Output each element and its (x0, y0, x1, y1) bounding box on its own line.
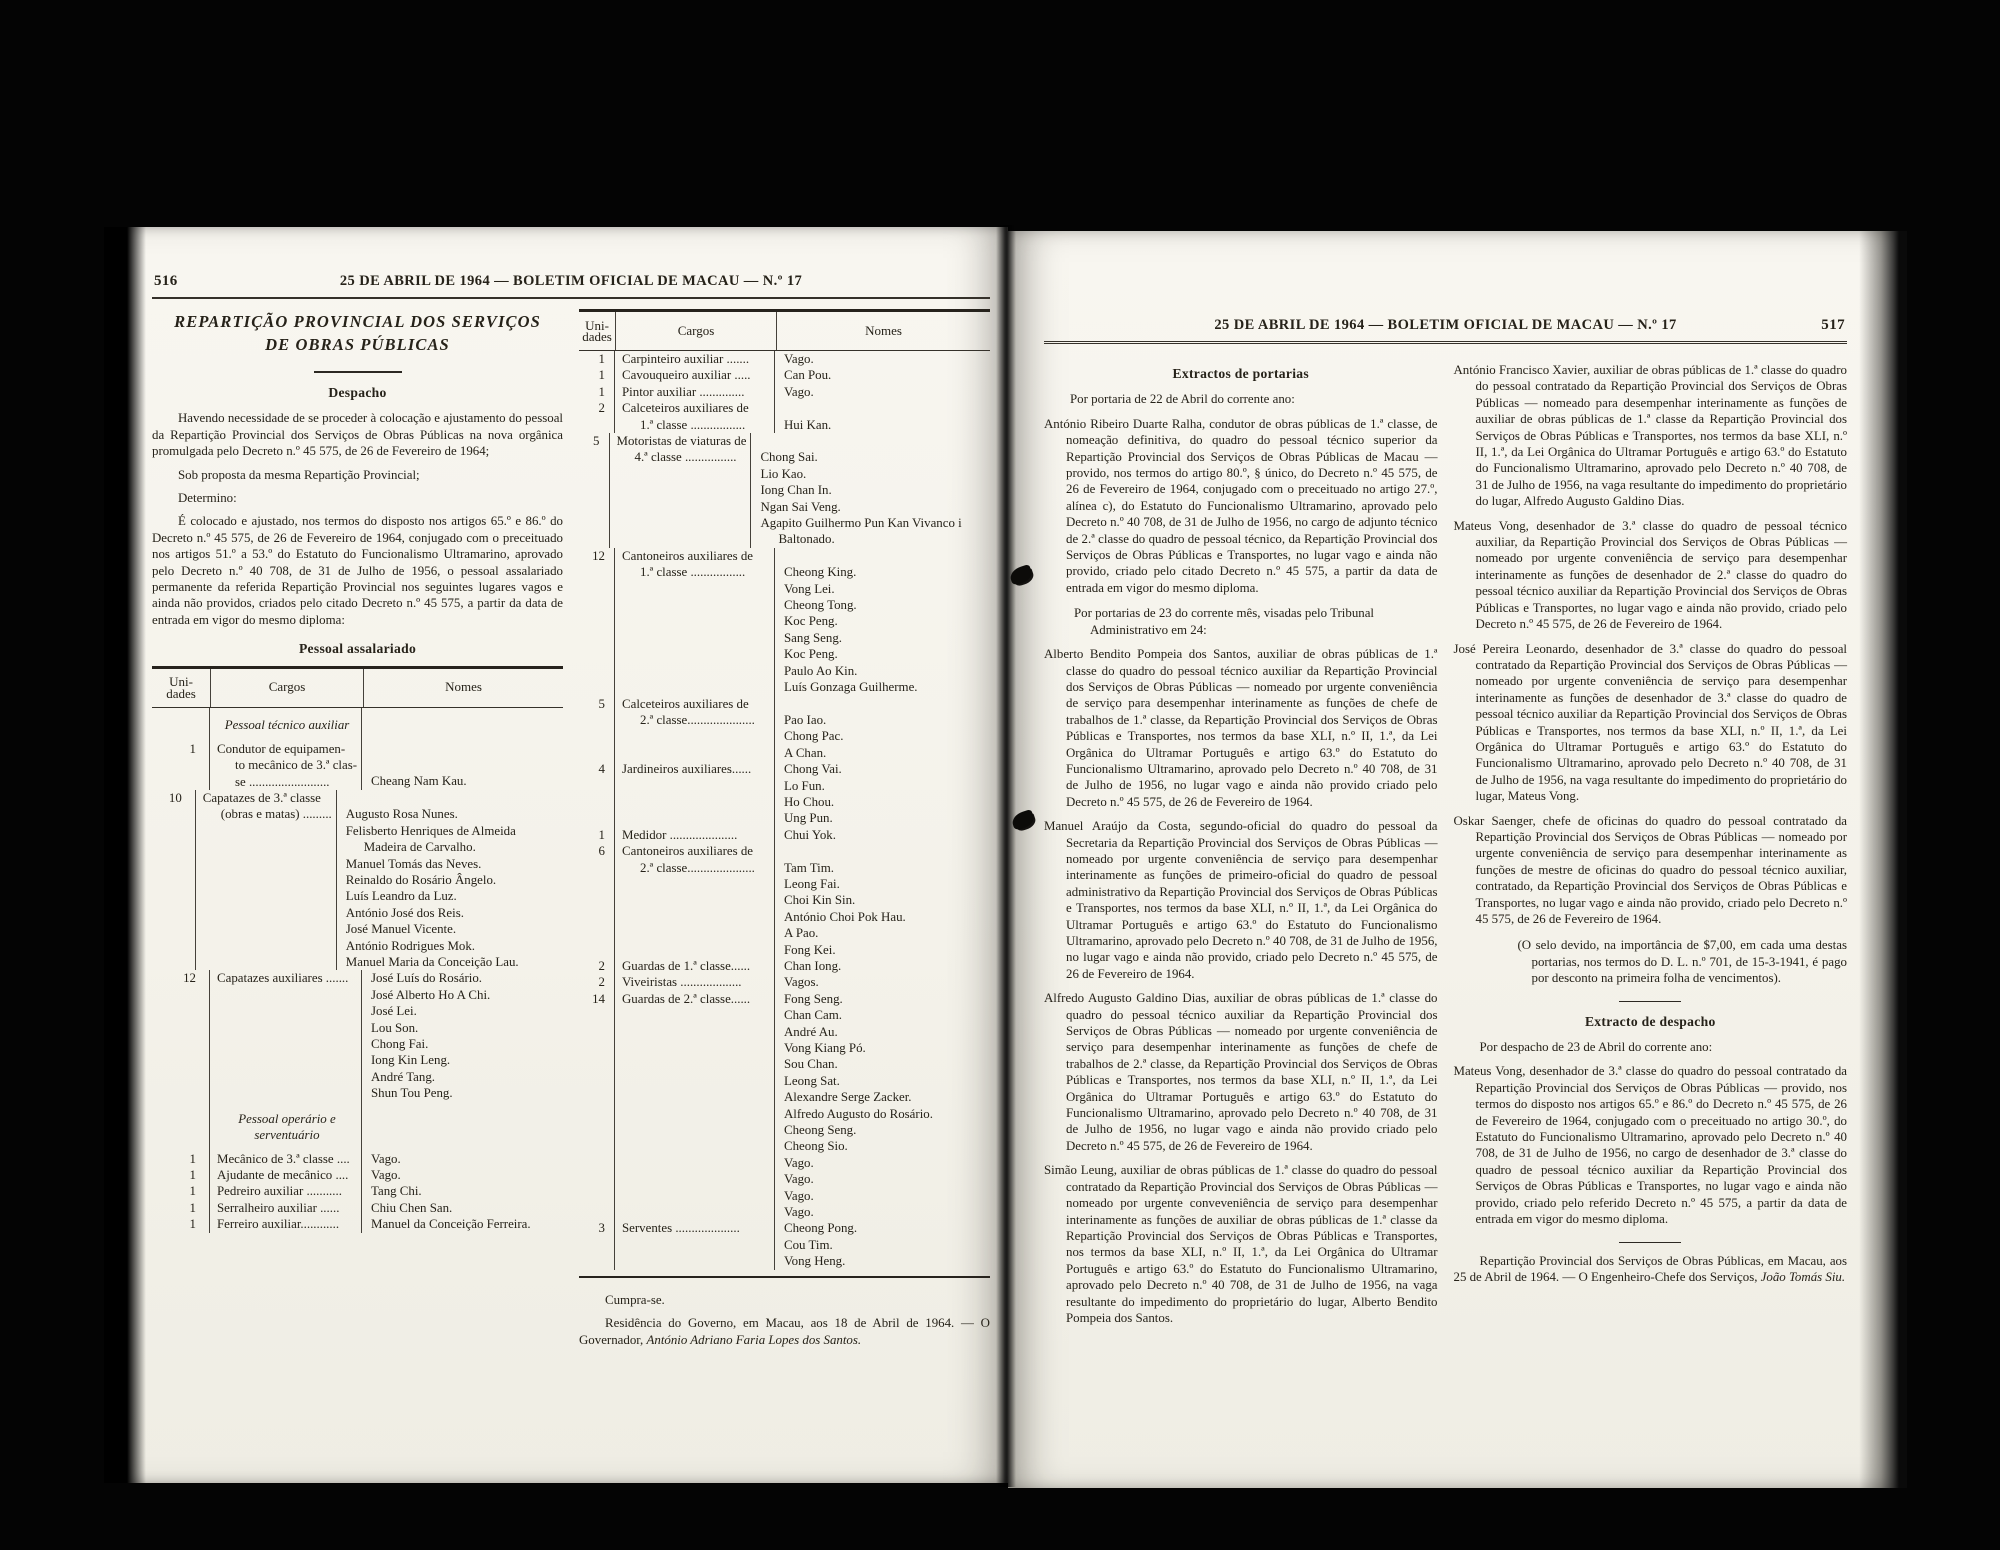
name: Cheong Seng. (784, 1123, 857, 1138)
name: André Tang. (371, 1069, 436, 1084)
cargo-cell (615, 696, 775, 762)
cargo-cell (210, 970, 362, 1101)
names-cell (362, 741, 563, 790)
name: Felisberto Henriques de Almeida Madeira de Carvalho. (345, 823, 516, 855)
name: Vago. (784, 1205, 814, 1220)
section-separator (1619, 1242, 1681, 1243)
cargos-header: Cargos (616, 312, 777, 350)
book-binding-gutter (996, 225, 1016, 1487)
name: Augusto Rosa Nunes. (345, 807, 458, 822)
table-row (152, 1216, 563, 1232)
cargo-line: 1.ª classe ................. (640, 417, 746, 432)
paragraph: Havendo necessidade de se proceder à colocação e ajustamento do pessoal da Repartição Provincial dos Serviços de Obras Públicas na nova orgânica promulgada pelo Decreto n.º 45 575, de 26 de Fevereiro de 1964; (152, 411, 563, 459)
cargo-cell (210, 708, 362, 741)
cargo-cell (615, 400, 775, 433)
units-cell: 1 (579, 367, 615, 383)
names-cell (775, 384, 990, 400)
cargo-line: Serralheiro auxiliar ...... (217, 1200, 340, 1215)
name: Vago. (784, 352, 814, 366)
table-row (152, 1200, 563, 1216)
name: Cou Tim. (784, 1237, 833, 1252)
cargo-line: Ferreiro auxiliar............ (217, 1217, 340, 1232)
units-cell: 1 (579, 384, 615, 400)
name: Ung Pun. (784, 811, 833, 826)
names-cell (775, 827, 990, 843)
name: Choi Kin Sin. (784, 893, 856, 908)
running-header: 25 DE ABRIL DE 1964 — BOLETIM OFICIAL DE MACAU — N.º 17 (339, 273, 803, 289)
names-cell (775, 974, 990, 990)
paragraph: Alberto Bendito Pompeia dos Santos, auxiliar de obras públicas de 1.ª classe do quadro do pessoal técnico auxiliar da Repartição Provincial dos Serviços de Obras Públicas — nomeado por urgente conveniência de serviço para desempenhar interinamente as funções de chefe de trabalhos de 1.ª classe, da Repartição Provincial dos Serviços de Obras Públicas e Transportes, nos termos da base XLI, n.º II, 1.ª, da Lei Orgânica do Ultramar Português e artigo 63.º do Estatuto do Funcionalismo Ultramarino, aprovado pelo Decreto n.º 40 708, de 31 de Julho de 1956, no lugar vago e ainda não provido criado pelo Decreto n.º 45 575, de 26 de Fevereiro de 1964. (1044, 647, 1438, 809)
paragraph: (O selo devido, na importância de $7,00, em cada uma destas portarias, nos termos do D. L. n.º 701, de 15-3-1941, é pago por desconto na primeira folha de vencimentos). (1517, 938, 1847, 986)
name: Sou Chan. (784, 1057, 838, 1072)
cargo-cell (210, 741, 362, 790)
name: Vong Kiang Pó. (784, 1041, 866, 1055)
cargo-line: Viveiristas ................... (622, 975, 742, 990)
cargo-cell (615, 384, 775, 400)
name: Luís Leandro da Luz. (345, 889, 457, 904)
paragraph: António Ribeiro Duarte Ralha, condutor de obras públicas de 1.ª classe, de nomeação definitiva, do quadro do pessoal técnico superior da Repartição Provincial dos Serviços de Obras Públicas de Macau — provido, nos termos do artigo 80.º, § único, do Decreto n.º 45 575, de 26 de Fevereiro de 1964, conjugado com o preceituado no artigo 27.º, alínea c), do Estatuto do Funcionalismo Ultramarino, aprovado pelo Decreto n.º 40 708, de 31 de Julho de 1956, no cargo de adjunto técnico de 2.ª classe do quadro de pessoal técnico, da Repartição Provincial dos Serviços de Obras Públicas e Transportes, no lugar vago e ainda não provido, criado pelo citado Decreto n.º 45 575, a partir da data de entrada em vigor do mesmo diploma. (1044, 416, 1438, 595)
name: Ho Chou. (784, 794, 835, 809)
paragraph: José Pereira Leonardo, desenhador de 3.ª classe do quadro do pessoal contratado da Repartição Provincial dos Serviços de Obras Públicas — nomeado por urgente conveniência de serviço para desempenhar interinamente as funções de desenhador de 3.ª classe do quadro de pessoal técnico auxiliar da Repartição Provincial dos Serviços de Obras Públicas e Transportes, nos termos da base XLI, n.º II, 1.ª, da Lei Orgânica do Ultramar Português e artigo 63.º do Estatuto do Funcionalismo Ultramarino, aprovado pelo Decreto n.º 40 708, de 31 de Julho de 1956, na vaga resultante do impedimento do proprietário do lugar, Mateus Vong. (1453, 641, 1847, 804)
names-cell (775, 761, 990, 827)
cargo-line: Serventes .................... (622, 1221, 740, 1236)
names-cell (775, 1220, 990, 1269)
names-cell (362, 1167, 563, 1183)
name: Vago. (371, 1168, 401, 1183)
name: Paulo Ao Kin. (784, 663, 858, 678)
paragraph (1454, 1253, 1848, 1286)
units-cell: 1 (152, 1183, 210, 1199)
name: A Chan. (784, 745, 827, 760)
name: Vago. (784, 1155, 814, 1170)
name: Fong Kei. (784, 942, 836, 957)
cargo-line: 2.ª classe..................... (640, 712, 755, 727)
names-cell (775, 843, 990, 958)
names-cell (775, 991, 990, 1221)
table-row (152, 970, 563, 1101)
units-cell: 2 (579, 400, 615, 433)
table-row (579, 827, 990, 843)
name: Ngan Sai Veng. (760, 499, 841, 514)
name: José Luís do Rosário. (371, 971, 482, 986)
title-separator (314, 371, 402, 373)
table-row (152, 1183, 563, 1199)
units-cell: 12 (152, 970, 210, 1101)
name: Vago. (784, 1188, 814, 1203)
paragraph: É colocado e ajustado, nos termos do disposto nos artigos 65.º e 86.º do Decreto n.º 45 575, de 26 de Fevereiro de 1964, conjugado com o preceituado nos artigos 51.º a 53.º do Estatuto do Funcionalismo Ultramarino, aprovado pelo Decreto n.º 40 708, de 31 de Julho de 1956, o pessoal assalariado permanente da referida Repartição Provincial nos seguintes lugares vagos e ainda não providos, criados pelo citado Decreto n.º 45 575, a partir da data de entrada em vigor do mesmo diploma: (152, 514, 563, 627)
units-cell: 5 (579, 433, 610, 548)
nomes-header: Nomes (865, 322, 902, 338)
names-cell (751, 433, 990, 548)
section-heading: Extracto de despacho (1584, 1013, 1716, 1029)
table-row (579, 958, 990, 974)
cargo-line: Jardineiros auxiliares...... (622, 762, 752, 777)
name: Vago. (371, 1151, 401, 1166)
cargo-cell (615, 1220, 775, 1269)
name: Chong Vai. (784, 762, 842, 777)
cargo-line: Motoristas de viaturas de (616, 434, 747, 449)
units-cell: 1 (152, 1216, 210, 1232)
left-page-column-2 (579, 309, 990, 1348)
cargo-cell (615, 827, 775, 843)
cargo-line: to mecânico de 3.ª clas- (235, 758, 357, 773)
cargo-line: Calceteiros auxiliares de (622, 696, 749, 711)
name: Lo Fun. (784, 778, 825, 793)
name: José Lei. (371, 1004, 417, 1019)
name: Cheong Pong. (784, 1221, 858, 1236)
left-page-column-1 (152, 309, 563, 1348)
units-cell: 1 (579, 827, 615, 843)
names-cell (362, 1183, 563, 1199)
names-cell (362, 1102, 563, 1151)
name: Lio Kao. (760, 466, 807, 481)
names-cell (775, 351, 990, 367)
cargo-line: Cavouqueiro auxiliar ..... (622, 368, 751, 383)
name: António Choi Pok Hau. (784, 909, 906, 924)
cargo-cell (210, 1216, 362, 1232)
name: Cheong King. (784, 565, 857, 580)
table-row (579, 400, 990, 433)
table-section-row (152, 1102, 563, 1151)
names-cell (362, 1151, 563, 1167)
name: Vago. (784, 384, 814, 399)
table-row (579, 696, 990, 762)
cargo-line: Pedreiro auxiliar ........... (217, 1184, 342, 1199)
table-header-row (579, 312, 990, 351)
paragraph: Por portarias de 23 do corrente mês, visadas pelo Tribunal Administrativo em 24: (1074, 606, 1375, 637)
name: Agapito Guilhermo Pun Kan Vivanco i Baltonado. (760, 516, 962, 547)
cargo-cell (615, 843, 775, 958)
names-cell (337, 790, 563, 970)
name: Iong Chan In. (760, 483, 832, 498)
cargo-cell (615, 991, 775, 1221)
cargo-line: (obras e matas) ......... (220, 807, 332, 822)
paragraph: Determino: (178, 491, 237, 506)
text-run: António Adriano Faria Lopes dos Santos. (646, 1332, 862, 1347)
cargo-cell (210, 1167, 362, 1183)
text-run: João Tomás Siu. (1760, 1269, 1846, 1284)
name: Vong Lei. (784, 581, 835, 596)
name: Manuel Tomás das Neves. (345, 856, 482, 871)
units-cell: 1 (152, 1151, 210, 1167)
units-header: Uni- dades (579, 312, 616, 350)
name: Chan Iong. (784, 958, 842, 973)
paragraph: Mateus Vong, desenhador de 3.ª classe do quadro do pessoal contratado da Repartição Provincial dos Serviços de Obras Públicas — provido, nos termos do disposto nos artigos 65.º e 86.º do Decreto n.º 45 575, de 26 de Fevereiro de 1964, conjugado com o preceituado no artigo 30.º, do Estatuto do Funcionalismo Ultramarino, aprovado pelo Decreto n.º 40 708, de 31 de Julho de 1956, no cargo de desenhador de 3.ª classe do quadro de pessoal técnico auxiliar da Repartição Provincial dos Serviços de Obras Públicas e Transportes, no lugar vago e ainda não provido, criado pelo referido Decreto n.º 45 575, a partir da data de entrada em vigor do mesmo diploma. (1453, 1064, 1847, 1227)
name: António Rodrigues Mok. (345, 938, 476, 953)
name: Fong Seng. (784, 991, 843, 1006)
name: Tang Chi. (371, 1184, 422, 1199)
cargo-line: 2.ª classe..................... (640, 860, 755, 875)
name: Vago. (784, 1172, 814, 1187)
name: Cheong Tong. (784, 598, 857, 613)
names-cell (362, 708, 563, 741)
units-cell: 1 (152, 741, 210, 790)
running-header: 25 DE ABRIL DE 1964 — BOLETIM OFICIAL DE MACAU — N.º 17 (1214, 317, 1677, 333)
table-row (152, 1167, 563, 1183)
text-run: Repartição Provincial dos Serviços de Obras Públicas, em Macau, aos 25 de Abril de 1964. — O Engenheiro-Chefe dos Serviços, (1453, 1253, 1847, 1284)
names-cell (775, 548, 990, 696)
name: Manuel da Conceição Ferreira. (371, 1217, 531, 1232)
cargo-cell (615, 958, 775, 974)
personnel-table-col2 (579, 309, 990, 1278)
name: André Au. (784, 1024, 838, 1039)
paragraph: Por portaria de 22 de Abril do corrente ano: (1070, 392, 1295, 407)
name: Pao Iao. (784, 712, 827, 727)
name: Chui Yok. (784, 827, 836, 842)
table-row (152, 790, 563, 970)
table-row (579, 433, 990, 548)
page-header (1044, 317, 1847, 344)
cargo-line: Ajudante de mecânico .... (217, 1168, 349, 1183)
page-right (1008, 231, 1907, 1488)
cargo-cell (615, 761, 775, 827)
table-row (579, 991, 990, 1221)
name: Reinaldo do Rosário Ângelo. (345, 872, 497, 887)
cargo-line: Capatazes de 3.ª classe (202, 790, 321, 805)
table-section-row (152, 708, 563, 741)
units-cell: 4 (579, 761, 615, 827)
units-cell: 1 (152, 1167, 210, 1183)
name: A Pao. (784, 926, 819, 941)
cargo-line: se ......................... (235, 774, 330, 789)
table-body (579, 351, 990, 1278)
name: Vagos. (784, 975, 819, 990)
cargo-line: Guardas de 1.ª classe...... (622, 958, 751, 973)
name: Alfredo Augusto do Rosário. (784, 1106, 933, 1121)
text-run: Residência do Governo, em Macau, aos 18 de Abril de 1964. — O Governador, (579, 1316, 990, 1347)
cargo-line: Cantoneiros auxiliares de (622, 844, 754, 859)
name: Leong Fai. (784, 876, 840, 891)
units-cell: 14 (579, 991, 615, 1221)
cargo-cell (615, 548, 775, 696)
personnel-table-col1 (152, 666, 563, 1239)
governor-signature-block (579, 1292, 990, 1348)
name: Koc Peng. (784, 647, 838, 662)
name: Sang Seng. (784, 630, 843, 645)
table-body (152, 708, 563, 1239)
table-row (579, 974, 990, 990)
cargo-cell (615, 367, 775, 383)
names-cell (362, 970, 563, 1101)
cargo-cell (196, 790, 337, 970)
units-cell: 10 (152, 790, 196, 970)
page-number: 517 (1821, 317, 1845, 333)
paragraph: António Francisco Xavier, auxiliar de obras públicas de 1.ª classe do quadro do pessoal contratado da Repartição Provincial dos Serviços de Obras Públicas — nomeado para desempenhar interinamente as funções de auxiliar de obras públicas de 1.ª classe da Repartição Provincial dos Serviços de Obras Públicas e Transportes, nos termos da base XLI, n.º II, 1.ª, da Lei Orgânica do Ultramar Português e artigo 63.º do Estatuto do Funcionalismo Ultramarino, aprovado pelo Decreto n.º 40 708, de 31 de Julho de 1956, na vaga resultante do impedimento do proprietário do lugar, Alfredo Augusto Galdino Dias. (1453, 363, 1847, 509)
cargo-line: Capatazes auxiliares ....... (217, 971, 349, 986)
cargo-line: Mecânico de 3.ª classe .... (217, 1151, 350, 1166)
name: José Alberto Ho A Chi. (371, 987, 491, 1002)
cargo-line: Medidor ..................... (622, 827, 738, 842)
cargo-line: 4.ª classe ................ (634, 450, 737, 465)
units-cell: 12 (579, 548, 615, 696)
paragraph: Mateus Vong, desenhador de 3.ª classe do quadro de pessoal técnico auxiliar, da Repartição Provincial dos Serviços de Obras Públicas — nomeado por urgente conveniência de serviço para desempenhar interinamente as funções de desenhador de 2.ª classe do quadro do pessoal técnico auxiliar da Repartição Provincial dos Serviços de Obras Públicas e Transportes, no lugar vago e ainda não provido, criado pelo Decreto n.º 45 575, de 26 de Fevereiro de 1964. (1453, 518, 1847, 632)
cargo-cell (210, 1200, 362, 1216)
units-cell: 5 (579, 696, 615, 762)
despacho-text (152, 385, 563, 628)
name: Lou Son. (371, 1020, 419, 1035)
cargo-cell (615, 351, 775, 367)
cargo-line: Cantoneiros auxiliares de (622, 548, 754, 563)
paragraph: Cumpra-se. (605, 1292, 665, 1307)
units-cell: 2 (579, 958, 615, 974)
department-title-line1: REPARTIÇÃO PROVINCIAL DOS SERVIÇOS (174, 312, 541, 331)
section-heading: Despacho (328, 385, 387, 400)
cargo-cell (610, 433, 752, 548)
personnel-category-label: Pessoal técnico auxiliar (224, 717, 350, 732)
units-cell (152, 1102, 210, 1151)
units-cell: 6 (579, 843, 615, 958)
name: Iong Kin Leng. (371, 1053, 451, 1068)
cargo-cell (210, 1151, 362, 1167)
cargo-cell (210, 1183, 362, 1199)
cargo-line: 1.ª classe ................. (640, 565, 746, 580)
page-header (152, 273, 990, 299)
paragraph: Simão Leung, auxiliar de obras públicas de 1.ª classe do quadro do pessoal contratado da Repartição Provincial dos Serviços de Obras Públicas — nomeado por urgente conveveniência de serviço para desempenhar interinamente as funções de auxiliar de obras públicas de 1.ª classe da Repartição Provincial dos Serviços de Obras Públicas e Transportes, nos termos da base XLI, n.º II, 1.ª, da Lei Orgânica do Ultramar Português e artigo 63.º do Estatuto do Funcionalismo Ultramarino, aprovado pelo Decreto n.º 40 708, de 31 de Julho de 1956, na vaga resultante do impedimento do proprietário do lugar, Alberto Bendito Pompeia dos Santos. (1044, 1163, 1438, 1325)
name: José Manuel Vicente. (345, 922, 457, 937)
name: Cheang Nam Kau. (371, 774, 467, 789)
page-left (104, 227, 1008, 1483)
cargo-line: Guardas de 2.ª classe...... (622, 991, 751, 1006)
name: Hui Kan. (784, 417, 832, 432)
name: Chiu Chen San. (371, 1200, 453, 1215)
table-row (579, 1220, 990, 1269)
table-header-row (152, 669, 563, 708)
table-row (579, 351, 990, 367)
personnel-category-label: Pessoal operário e serventuário (238, 1111, 336, 1142)
names-cell (362, 1200, 563, 1216)
right-page-column-2 (1454, 354, 1848, 1326)
paragraph: Manuel Araújo da Costa, segundo-oficial do quadro do pessoal da Secretaria da Repartição Provincial dos Serviços de Obras Públicas — nomeado por urgente conveniência de serviço para desempenhar interinamente as funções de primeiro-oficial do quadro de pessoal administrativo da Repartição Provincial dos Serviços de Obras Públicas e Transportes, nos termos da base XLI, n.º II, 1.ª, da Lei Orgânica do Ultramar Português e artigo 63.º do Estatuto do Funcionalismo Ultramarino, aprovado pelo Decreto n.º 40 708, de 31 de Julho de 1956, no lugar vago e ainda não provido, criado pelo Decreto n.º 45 575, de 26 de Fevereiro de 1964. (1044, 819, 1438, 981)
name: Koc Peng. (784, 614, 838, 629)
paragraph: Sob proposta da mesma Repartição Provincial; (178, 467, 420, 482)
units-cell: 1 (579, 351, 615, 367)
cargo-cell (210, 1102, 362, 1151)
cargo-line: Pintor auxiliar .............. (622, 384, 745, 399)
name: Chong Pac. (784, 729, 844, 744)
units-cell: 2 (579, 974, 615, 990)
names-cell (775, 958, 990, 974)
cargo-line: Condutor de equipamen- (217, 741, 346, 756)
name: Chan Cam. (784, 1008, 843, 1023)
table-row (152, 741, 563, 790)
name: Can Pou. (784, 368, 832, 383)
table-row (579, 548, 990, 696)
name: Chong Sai. (760, 450, 818, 465)
table-row (579, 843, 990, 958)
page-number: 516 (154, 273, 178, 289)
names-cell (775, 400, 990, 433)
section-separator (1619, 1001, 1681, 1002)
name: Luís Gonzaga Guilherme. (784, 680, 918, 695)
table-title: Pessoal assalariado (298, 641, 417, 657)
paragraph: Por despacho de 23 de Abril do corrente ano: (1479, 1040, 1713, 1055)
units-header: Uni- dades (152, 669, 211, 707)
names-cell (362, 1216, 563, 1232)
name: Vong Heng. (784, 1254, 846, 1269)
name: Tam Tim. (784, 860, 834, 875)
name: Cheong Sio. (784, 1139, 848, 1154)
names-cell (775, 367, 990, 383)
name: Manuel Maria da Conceição Lau. (345, 954, 519, 969)
paragraph (579, 1315, 990, 1348)
paragraph: Oskar Saenger, chefe de oficinas do quadro do pessoal contratado da Repartição Provincial dos Serviços de Obras Públicas — nomeado por urgente conveniência de serviço para desempenhar interinamente as funções de mestre de oficinas do quadro do pessoal técnico auxiliar, contratado, da Repartição Provincial dos Serviços de Obras Públicas e Transportes, no lugar vago e ainda não provido, criado pelo Decreto n.º 45 575, de 26 de Fevereiro de 1964. (1453, 813, 1847, 926)
table-row (152, 1151, 563, 1167)
units-cell (152, 708, 210, 741)
table-row (579, 367, 990, 383)
name: Alexandre Serge Zacker. (784, 1090, 912, 1105)
section-heading: Extractos de portarias (1172, 366, 1309, 381)
cargo-cell (615, 974, 775, 990)
units-cell: 1 (152, 1200, 210, 1216)
name: António José dos Reis. (345, 905, 464, 920)
units-cell: 3 (579, 1220, 615, 1269)
name: Shun Tou Peng. (371, 1086, 453, 1101)
paragraph: Alfredo Augusto Galdino Dias, auxiliar de obras públicas de 1.ª classe do quadro do pessoal técnico auxiliar da Repartição Provincial dos Serviços de Obras Públicas — nomeado por urgente conveniência de serviço para desempenhar interinamente as funções de chefe de trabalhos de 2.ª classe, da Repartição Provincial dos Serviços de Obras Públicas e Transportes, nos termos da base XLI, n.º II, 1.ª, da Lei Orgânica do Ultramar Português e artigo 63.º do Estatuto do Funcionalismo Ultramarino, aprovado pelo Decreto n.º 40 708, de 31 de Julho de 1956, no lugar vago e ainda não provido criado pelo Decreto n.º 45 575, de 26 de Fevereiro de 1964. (1044, 991, 1438, 1153)
table-row (579, 761, 990, 827)
department-title-line2: DE OBRAS PÚBLICAS (265, 335, 450, 354)
names-cell (775, 696, 990, 762)
name: Leong Sat. (784, 1073, 840, 1088)
cargo-line: Calceteiros auxiliares de (622, 401, 749, 416)
cargo-line: Carpinteiro auxiliar ....... (622, 352, 750, 366)
table-row (579, 384, 990, 400)
right-page-column-1 (1044, 354, 1438, 1326)
name: Chong Fai. (371, 1036, 429, 1051)
cargos-header: Cargos (211, 669, 364, 707)
nomes-header: Nomes (445, 679, 482, 695)
